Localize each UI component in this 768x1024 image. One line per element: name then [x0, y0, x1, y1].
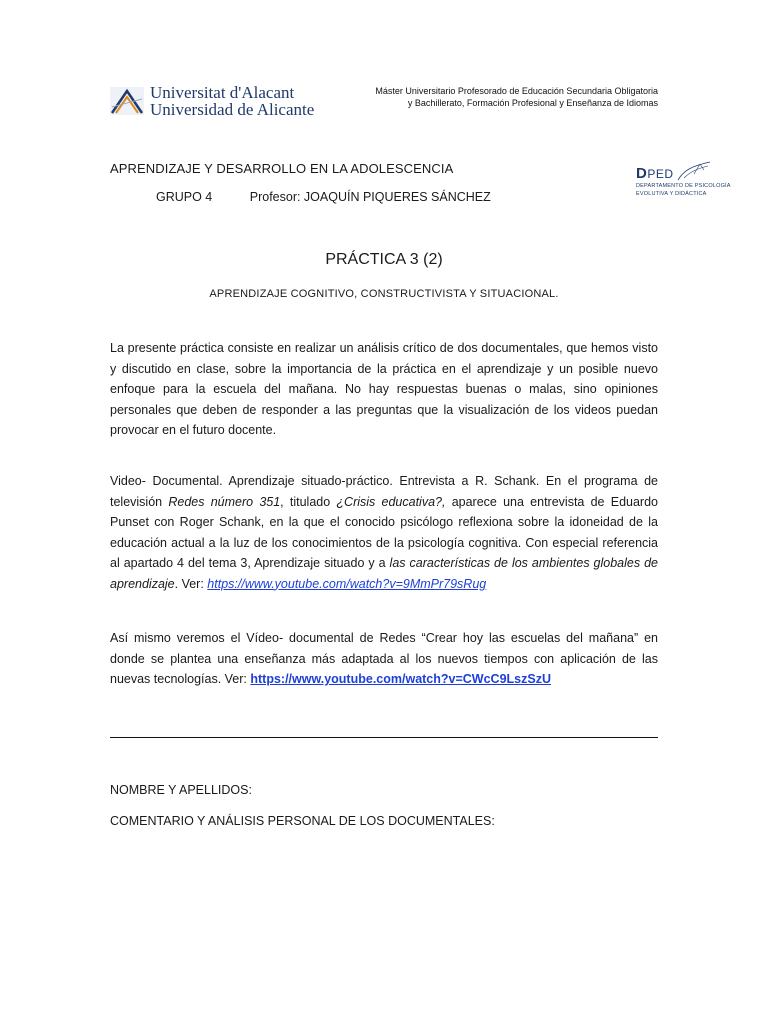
dped-subtitle-1: DEPARTAMENTO DE PSICOLOGÍA [636, 183, 731, 189]
group-line [156, 190, 491, 204]
intro-paragraph: La presente práctica consiste en realizar un análisis crítico de dos documentales, que hemos visto y discutido en clase, sobre la importancia de la práctica en el aprendizaje y un posible nuevo enfoque para la escuela del mañana. No hay respuestas buenas o malas, sino opiniones personales que deben de responder a las preguntas que la visualización de los videos puedan provocar en el futuro docente. [110, 341, 658, 437]
section-reference: las características de los ambientes globales de aprendizaje [110, 556, 658, 591]
comment-field-label: COMENTARIO Y ANÁLISIS PERSONAL DE LOS DOCUMENTALES: [110, 814, 495, 828]
university-logo-icon [110, 85, 144, 117]
master-line-2: y Bachillerato, Formación Profesional y Enseñanza de Idiomas [407, 98, 658, 108]
dped-swirl-icon [674, 160, 714, 182]
course-title: APRENDIZAJE Y DESARROLLO EN LA ADOLESCENCIA [110, 161, 454, 176]
divider-line [110, 737, 658, 738]
documentary-1-paragraph: Video- Documental. Aprendizaje situado-práctico. Entrevista a R. Schank. En el programa de televisión Redes número 351, titulado ¿Crisis educativa?, aparece una entrevista de Eduardo Punset con Roger Schank, en la que el conocido psicólogo reflexiona sobre la idoneidad de la educación actual a la luz de los conocimientos de la psicología cognitiva. Con especial referencia al apartado 4 del tema 3, Aprendizaje situado y a las características de los ambientes globales de aprendizaje. Ver: https://www.youtube.com/watch?v=9MmPr79sRug [110, 474, 658, 591]
master-program-heading [328, 85, 658, 109]
practice-title: PRÁCTICA 3 (2) [325, 251, 443, 268]
name-field-label: NOMBRE Y APELLIDOS: [110, 783, 252, 797]
professor-name: Profesor: JOAQUÍN PIQUERES SÁNCHEZ [249, 190, 491, 204]
episode-title: ¿Crisis educativa?, [336, 494, 446, 509]
youtube-link-2[interactable]: https://www.youtube.com/watch?v=CWcC9LszSzU [250, 672, 551, 686]
group-number: GRUPO 4 [156, 190, 213, 204]
dped-subtitle-2: EVOLUTIVA Y DIDÁCTICA [636, 190, 707, 197]
youtube-link-1[interactable]: https://www.youtube.com/watch?v=9MmPr79sRug [207, 576, 487, 591]
logo-line-1: Universitat d'Alacant [150, 83, 295, 102]
university-logo [110, 84, 314, 118]
documentary-2-paragraph: Así mismo veremos el Vídeo- documental de Redes “Crear hoy las escuelas del mañana” en donde se plantea una enseñanza más adaptada al los nuevos tiempos con aplicación de las nuevas tecnologías. Ver: https://www.youtube.com/watch?v=CWcC9LszSzU [110, 631, 658, 686]
practice-subtitle: APRENDIZAJE COGNITIVO, CONSTRUCTIVISTA Y SITUACIONAL. [209, 288, 559, 300]
dped-logo [636, 160, 732, 197]
master-line-1: Máster Universitario Profesorado de Educación Secundaria Obligatoria [375, 86, 658, 96]
dped-letters: DPED [636, 165, 674, 182]
logo-line-2: Universidad de Alicante [150, 100, 315, 119]
program-name: Redes número 351 [168, 494, 281, 509]
